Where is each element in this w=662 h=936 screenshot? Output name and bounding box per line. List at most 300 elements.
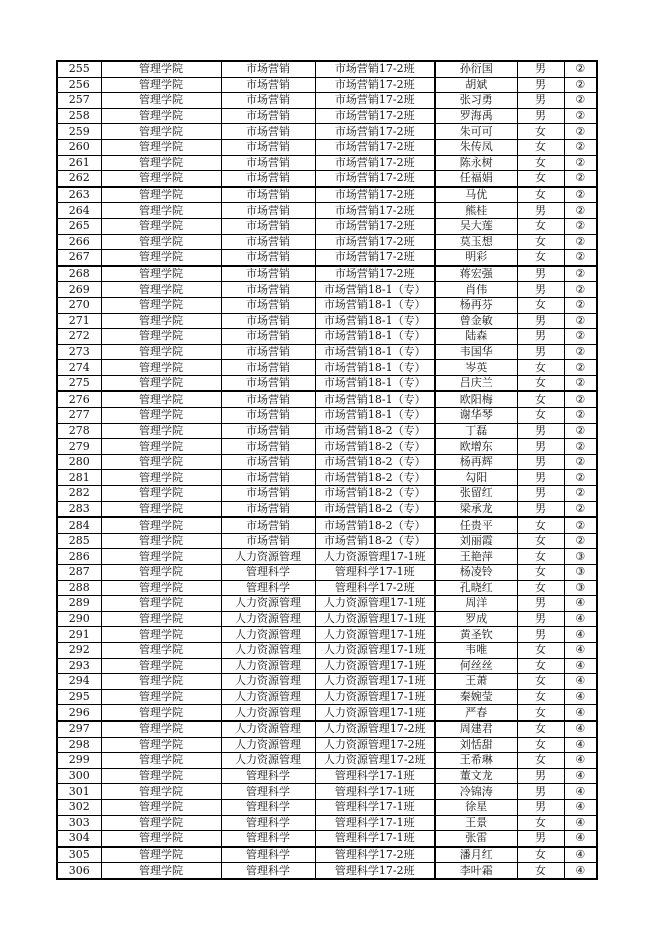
table-row [57, 360, 597, 376]
student-name-cell: 王萧 [435, 674, 517, 690]
class-cell: 市场营销18-2（专） [315, 454, 435, 470]
college-cell: 管理学院 [101, 674, 221, 690]
group-cell: ② [564, 501, 597, 517]
student-name-cell: 欧阳梅 [435, 391, 517, 407]
class-cell: 市场营销18-2（专） [315, 501, 435, 517]
gender-cell: 女 [517, 705, 564, 721]
college-cell: 管理学院 [101, 313, 221, 329]
college-cell: 管理学院 [101, 171, 221, 187]
college-cell: 管理学院 [101, 768, 221, 784]
group-cell: ④ [564, 658, 597, 674]
gender-cell: 男 [517, 501, 564, 517]
major-cell: 管理科学 [221, 863, 315, 879]
college-cell: 管理学院 [101, 266, 221, 282]
group-cell: ② [564, 108, 597, 124]
student-name-cell: 勾阳 [435, 470, 517, 486]
college-cell: 管理学院 [101, 282, 221, 298]
college-cell: 管理学院 [101, 360, 221, 376]
class-cell: 市场营销17-2班 [315, 108, 435, 124]
class-cell: 市场营销18-1（专） [315, 344, 435, 360]
group-cell: ④ [564, 831, 597, 847]
table-row [57, 689, 597, 705]
gender-cell: 男 [517, 768, 564, 784]
major-cell: 市场营销 [221, 486, 315, 502]
college-cell: 管理学院 [101, 689, 221, 705]
group-cell: ② [564, 203, 597, 219]
table-row [57, 250, 597, 266]
group-cell: ③ [564, 580, 597, 596]
major-cell: 人力资源管理 [221, 549, 315, 565]
class-cell: 人力资源管理17-1班 [315, 674, 435, 690]
class-cell: 市场营销18-1（专） [315, 329, 435, 345]
student-name-cell: 熊桂 [435, 203, 517, 219]
table-row [57, 815, 597, 831]
gender-cell: 女 [517, 863, 564, 879]
group-cell: ④ [564, 847, 597, 863]
group-cell: ② [564, 423, 597, 439]
group-cell: ④ [564, 689, 597, 705]
row-number-cell: 305 [57, 847, 101, 863]
college-cell: 管理学院 [101, 737, 221, 753]
college-cell: 管理学院 [101, 815, 221, 831]
group-cell: ③ [564, 565, 597, 581]
student-name-cell: 王艳萍 [435, 549, 517, 565]
row-number-cell: 261 [57, 155, 101, 171]
college-cell: 管理学院 [101, 658, 221, 674]
table-row [57, 627, 597, 643]
class-cell: 市场营销18-1（专） [315, 391, 435, 407]
major-cell: 人力资源管理 [221, 596, 315, 612]
college-cell: 管理学院 [101, 565, 221, 581]
major-cell: 管理科学 [221, 847, 315, 863]
student-name-cell: 韦国华 [435, 344, 517, 360]
student-name-cell: 周建君 [435, 721, 517, 737]
class-cell: 市场营销18-2（专） [315, 470, 435, 486]
row-number-cell: 273 [57, 344, 101, 360]
college-cell: 管理学院 [101, 642, 221, 658]
table-row [57, 674, 597, 690]
row-number-cell: 289 [57, 596, 101, 612]
row-number-cell: 292 [57, 642, 101, 658]
major-cell: 市场营销 [221, 470, 315, 486]
row-number-cell: 264 [57, 203, 101, 219]
class-cell: 管理科学17-1班 [315, 815, 435, 831]
student-name-cell: 韦唯 [435, 642, 517, 658]
gender-cell: 女 [517, 642, 564, 658]
major-cell: 市场营销 [221, 391, 315, 407]
group-cell: ② [564, 124, 597, 140]
gender-cell: 女 [517, 375, 564, 391]
table-row [57, 408, 597, 424]
class-cell: 市场营销18-2（专） [315, 486, 435, 502]
table-row [57, 705, 597, 721]
major-cell: 市场营销 [221, 187, 315, 203]
table-row [57, 642, 597, 658]
class-cell: 人力资源管理17-2班 [315, 721, 435, 737]
student-name-cell: 杨再辉 [435, 454, 517, 470]
gender-cell: 男 [517, 108, 564, 124]
student-name-cell: 刘恬甜 [435, 737, 517, 753]
class-cell: 市场营销18-1（专） [315, 408, 435, 424]
class-cell: 市场营销17-2班 [315, 77, 435, 93]
major-cell: 市场营销 [221, 250, 315, 266]
group-cell: ② [564, 139, 597, 155]
college-cell: 管理学院 [101, 139, 221, 155]
table-row [57, 124, 597, 140]
class-cell: 人力资源管理17-2班 [315, 753, 435, 769]
student-name-cell: 梁承龙 [435, 501, 517, 517]
college-cell: 管理学院 [101, 297, 221, 313]
gender-cell: 女 [517, 391, 564, 407]
gender-cell: 女 [517, 360, 564, 376]
student-name-cell: 明彩 [435, 250, 517, 266]
group-cell: ② [564, 282, 597, 298]
gender-cell: 女 [517, 297, 564, 313]
major-cell: 市场营销 [221, 203, 315, 219]
gender-cell: 女 [517, 674, 564, 690]
major-cell: 人力资源管理 [221, 642, 315, 658]
table-row [57, 344, 597, 360]
gender-cell: 男 [517, 486, 564, 502]
row-number-cell: 276 [57, 391, 101, 407]
row-number-cell: 274 [57, 360, 101, 376]
major-cell: 市场营销 [221, 454, 315, 470]
table-row [57, 596, 597, 612]
student-name-cell: 岑英 [435, 360, 517, 376]
table-row [57, 863, 597, 879]
gender-cell: 女 [517, 721, 564, 737]
student-name-cell: 黄圣钦 [435, 627, 517, 643]
major-cell: 市场营销 [221, 360, 315, 376]
row-number-cell: 260 [57, 139, 101, 155]
row-number-cell: 297 [57, 721, 101, 737]
gender-cell: 男 [517, 93, 564, 109]
college-cell: 管理学院 [101, 234, 221, 250]
gender-cell: 女 [517, 517, 564, 533]
class-cell: 市场营销17-2班 [315, 187, 435, 203]
student-name-cell: 罗成 [435, 611, 517, 627]
student-name-cell: 朱可可 [435, 124, 517, 140]
class-cell: 市场营销18-1（专） [315, 282, 435, 298]
student-name-cell: 张留红 [435, 486, 517, 502]
gender-cell: 男 [517, 423, 564, 439]
major-cell: 人力资源管理 [221, 674, 315, 690]
table-row [57, 329, 597, 345]
gender-cell: 男 [517, 596, 564, 612]
row-number-cell: 291 [57, 627, 101, 643]
row-number-cell: 277 [57, 408, 101, 424]
gender-cell: 女 [517, 234, 564, 250]
class-cell: 市场营销18-2（专） [315, 439, 435, 455]
gender-cell: 女 [517, 218, 564, 234]
class-cell: 市场营销18-2（专） [315, 517, 435, 533]
gender-cell: 男 [517, 61, 564, 77]
table-row [57, 847, 597, 863]
major-cell: 管理科学 [221, 565, 315, 581]
college-cell: 管理学院 [101, 61, 221, 77]
major-cell: 管理科学 [221, 799, 315, 815]
group-cell: ② [564, 375, 597, 391]
table-row [57, 565, 597, 581]
class-cell: 市场营销17-2班 [315, 218, 435, 234]
table-row [57, 77, 597, 93]
major-cell: 管理科学 [221, 784, 315, 800]
table-row [57, 187, 597, 203]
table-row [57, 234, 597, 250]
row-number-cell: 304 [57, 831, 101, 847]
college-cell: 管理学院 [101, 77, 221, 93]
row-number-cell: 300 [57, 768, 101, 784]
college-cell: 管理学院 [101, 218, 221, 234]
gender-cell: 男 [517, 329, 564, 345]
table-body [57, 61, 597, 879]
gender-cell: 男 [517, 454, 564, 470]
college-cell: 管理学院 [101, 549, 221, 565]
student-name-cell: 董文龙 [435, 768, 517, 784]
row-number-cell: 279 [57, 439, 101, 455]
class-cell: 市场营销18-1（专） [315, 375, 435, 391]
college-cell: 管理学院 [101, 203, 221, 219]
class-cell: 人力资源管理17-1班 [315, 611, 435, 627]
table-row [57, 313, 597, 329]
student-name-cell: 陆森 [435, 329, 517, 345]
table-row [57, 549, 597, 565]
college-cell: 管理学院 [101, 847, 221, 863]
student-name-cell: 刘丽霞 [435, 533, 517, 549]
row-number-cell: 303 [57, 815, 101, 831]
table-row [57, 486, 597, 502]
student-name-cell: 罗海禹 [435, 108, 517, 124]
student-name-cell: 任福娟 [435, 171, 517, 187]
gender-cell: 女 [517, 408, 564, 424]
row-number-cell: 286 [57, 549, 101, 565]
major-cell: 人力资源管理 [221, 705, 315, 721]
class-cell: 市场营销17-2班 [315, 61, 435, 77]
college-cell: 管理学院 [101, 423, 221, 439]
group-cell: ② [564, 344, 597, 360]
college-cell: 管理学院 [101, 627, 221, 643]
student-name-cell: 曾金敏 [435, 313, 517, 329]
college-cell: 管理学院 [101, 799, 221, 815]
row-number-cell: 298 [57, 737, 101, 753]
row-number-cell: 283 [57, 501, 101, 517]
student-name-cell: 李叶霜 [435, 863, 517, 879]
table-row [57, 108, 597, 124]
table-row [57, 737, 597, 753]
student-name-cell: 秦婉莹 [435, 689, 517, 705]
row-number-cell: 275 [57, 375, 101, 391]
table-row [57, 139, 597, 155]
class-cell: 市场营销18-1（专） [315, 360, 435, 376]
row-number-cell: 302 [57, 799, 101, 815]
class-cell: 市场营销18-2（专） [315, 533, 435, 549]
row-number-cell: 272 [57, 329, 101, 345]
student-name-cell: 杨凌铃 [435, 565, 517, 581]
gender-cell: 女 [517, 565, 564, 581]
college-cell: 管理学院 [101, 501, 221, 517]
major-cell: 市场营销 [221, 517, 315, 533]
student-name-cell: 谢华琴 [435, 408, 517, 424]
table-row [57, 517, 597, 533]
class-cell: 市场营销17-2班 [315, 234, 435, 250]
row-number-cell: 278 [57, 423, 101, 439]
class-cell: 管理科学17-1班 [315, 831, 435, 847]
gender-cell: 男 [517, 282, 564, 298]
gender-cell: 男 [517, 203, 564, 219]
row-number-cell: 265 [57, 218, 101, 234]
student-name-cell: 马优 [435, 187, 517, 203]
class-cell: 管理科学17-2班 [315, 863, 435, 879]
student-name-cell: 任贵平 [435, 517, 517, 533]
college-cell: 管理学院 [101, 611, 221, 627]
class-cell: 人力资源管理17-1班 [315, 658, 435, 674]
major-cell: 市场营销 [221, 313, 315, 329]
row-number-cell: 288 [57, 580, 101, 596]
table-row [57, 297, 597, 313]
student-name-cell: 胡斌 [435, 77, 517, 93]
gender-cell: 女 [517, 533, 564, 549]
gender-cell: 女 [517, 658, 564, 674]
student-name-cell: 吕庆兰 [435, 375, 517, 391]
gender-cell: 男 [517, 77, 564, 93]
gender-cell: 男 [517, 611, 564, 627]
student-name-cell: 朱传凤 [435, 139, 517, 155]
gender-cell: 女 [517, 124, 564, 140]
table-row [57, 784, 597, 800]
class-cell: 市场营销17-2班 [315, 266, 435, 282]
major-cell: 市场营销 [221, 533, 315, 549]
class-cell: 人力资源管理17-1班 [315, 549, 435, 565]
college-cell: 管理学院 [101, 533, 221, 549]
row-number-cell: 296 [57, 705, 101, 721]
table-row [57, 61, 597, 77]
major-cell: 市场营销 [221, 266, 315, 282]
group-cell: ④ [564, 863, 597, 879]
row-number-cell: 306 [57, 863, 101, 879]
class-cell: 市场营销18-1（专） [315, 313, 435, 329]
gender-cell: 男 [517, 784, 564, 800]
college-cell: 管理学院 [101, 250, 221, 266]
table-row [57, 266, 597, 282]
college-cell: 管理学院 [101, 329, 221, 345]
class-cell: 管理科学17-1班 [315, 565, 435, 581]
student-name-cell: 蒋宏强 [435, 266, 517, 282]
row-number-cell: 262 [57, 171, 101, 187]
class-cell: 管理科学17-1班 [315, 799, 435, 815]
row-number-cell: 301 [57, 784, 101, 800]
table-row [57, 831, 597, 847]
college-cell: 管理学院 [101, 344, 221, 360]
table-row [57, 171, 597, 187]
group-cell: ④ [564, 627, 597, 643]
table-row [57, 423, 597, 439]
student-name-cell: 吴大莲 [435, 218, 517, 234]
student-name-cell: 陈永树 [435, 155, 517, 171]
class-cell: 市场营销18-2（专） [315, 423, 435, 439]
row-number-cell: 258 [57, 108, 101, 124]
gender-cell: 女 [517, 847, 564, 863]
table-row [57, 282, 597, 298]
group-cell: ③ [564, 549, 597, 565]
college-cell: 管理学院 [101, 155, 221, 171]
group-cell: ② [564, 250, 597, 266]
major-cell: 市场营销 [221, 501, 315, 517]
group-cell: ④ [564, 674, 597, 690]
group-cell: ② [564, 234, 597, 250]
class-cell: 人力资源管理17-1班 [315, 642, 435, 658]
row-number-cell: 266 [57, 234, 101, 250]
table-row [57, 611, 597, 627]
major-cell: 管理科学 [221, 831, 315, 847]
gender-cell: 男 [517, 266, 564, 282]
gender-cell: 男 [517, 439, 564, 455]
table-row [57, 391, 597, 407]
student-name-cell: 王希琳 [435, 753, 517, 769]
group-cell: ② [564, 187, 597, 203]
table-row [57, 501, 597, 517]
gender-cell: 男 [517, 627, 564, 643]
major-cell: 市场营销 [221, 93, 315, 109]
major-cell: 市场营销 [221, 408, 315, 424]
class-cell: 人力资源管理17-1班 [315, 705, 435, 721]
group-cell: ② [564, 171, 597, 187]
class-cell: 人力资源管理17-1班 [315, 596, 435, 612]
major-cell: 市场营销 [221, 61, 315, 77]
group-cell: ② [564, 266, 597, 282]
gender-cell: 女 [517, 737, 564, 753]
student-table [56, 60, 598, 880]
college-cell: 管理学院 [101, 454, 221, 470]
row-number-cell: 290 [57, 611, 101, 627]
gender-cell: 女 [517, 187, 564, 203]
row-number-cell: 299 [57, 753, 101, 769]
table-row [57, 721, 597, 737]
student-name-cell: 王景 [435, 815, 517, 831]
major-cell: 市场营销 [221, 439, 315, 455]
student-name-cell: 周洋 [435, 596, 517, 612]
gender-cell: 女 [517, 139, 564, 155]
major-cell: 人力资源管理 [221, 689, 315, 705]
major-cell: 人力资源管理 [221, 737, 315, 753]
student-name-cell: 徐星 [435, 799, 517, 815]
student-name-cell: 丁磊 [435, 423, 517, 439]
group-cell: ② [564, 155, 597, 171]
group-cell: ④ [564, 799, 597, 815]
student-name-cell: 肖伟 [435, 282, 517, 298]
class-cell: 市场营销17-2班 [315, 250, 435, 266]
group-cell: ④ [564, 611, 597, 627]
group-cell: ④ [564, 815, 597, 831]
class-cell: 管理科学17-1班 [315, 768, 435, 784]
row-number-cell: 284 [57, 517, 101, 533]
group-cell: ② [564, 408, 597, 424]
college-cell: 管理学院 [101, 187, 221, 203]
student-name-cell: 严春 [435, 705, 517, 721]
college-cell: 管理学院 [101, 596, 221, 612]
class-cell: 人力资源管理17-1班 [315, 689, 435, 705]
major-cell: 市场营销 [221, 423, 315, 439]
student-name-cell: 张雷 [435, 831, 517, 847]
college-cell: 管理学院 [101, 753, 221, 769]
class-cell: 管理科学17-1班 [315, 784, 435, 800]
major-cell: 市场营销 [221, 375, 315, 391]
class-cell: 市场营销17-2班 [315, 155, 435, 171]
table-row [57, 580, 597, 596]
row-number-cell: 256 [57, 77, 101, 93]
major-cell: 市场营销 [221, 344, 315, 360]
group-cell: ② [564, 77, 597, 93]
major-cell: 管理科学 [221, 768, 315, 784]
